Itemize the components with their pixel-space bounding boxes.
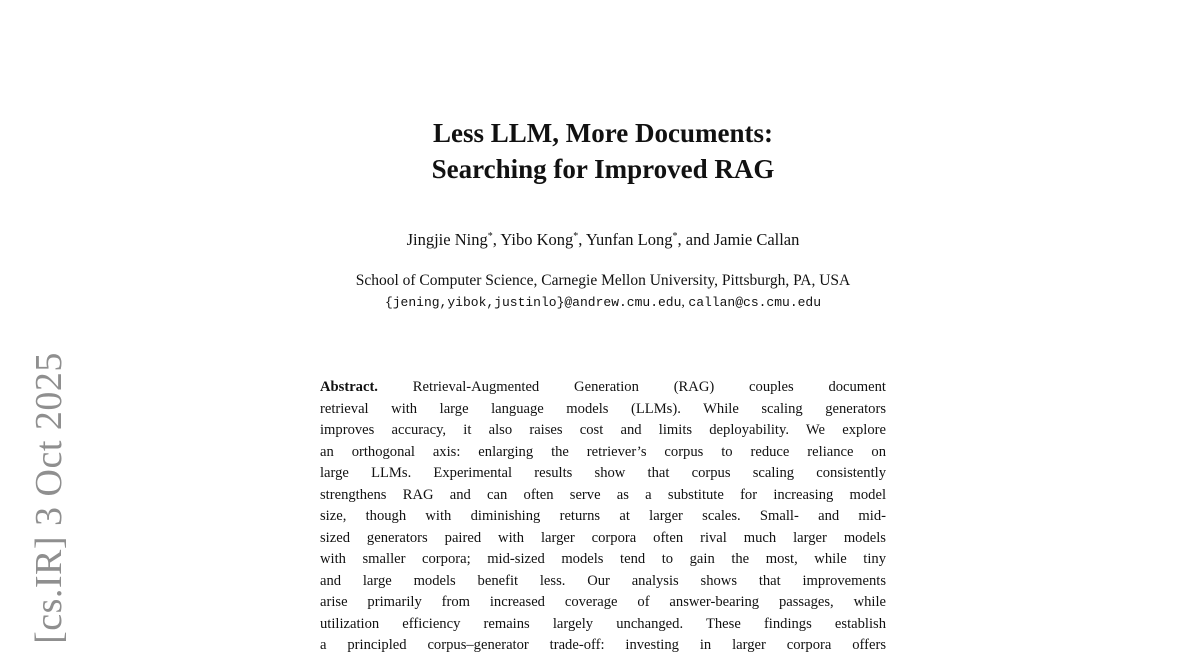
paper-title — [0, 115, 1200, 187]
abstract-line-text: Retrieval-Augmented Generation (RAG) couples document — [412, 379, 886, 395]
abstract-line: strengthens RAG and can often serve as a substitute for increasing model — [320, 486, 886, 503]
abstract-line: an orthogonal axis: enlarging the retriever’s corpus to reduce reliance on — [320, 443, 886, 460]
author-name: Yunfan Long — [585, 230, 673, 249]
affiliation: School of Computer Science, Carnegie Mellon University, Pittsburgh, PA, USA — [355, 272, 851, 289]
title-line: Less LLM, More Documents: — [433, 118, 773, 148]
abstract-line: improves accuracy, it also raises cost and limits deployability. We explore — [320, 422, 886, 438]
equal-contribution-mark: * — [573, 231, 579, 242]
abstract-line: a principled corpus–generator trade-off: investing in larger corpora offers — [320, 637, 886, 653]
arxiv-stamp: [cs.IR] 3 Oct 2025 — [28, 352, 70, 644]
abstract-line: utilization efficiency remains largely unchanged. These findings establish — [320, 615, 886, 632]
email-address: callan@cs.cmu.edu — [688, 295, 822, 310]
author-separator: , — [578, 230, 586, 249]
email-address: {jening,yibok,justinlo}@andrew.cmu.edu — [384, 295, 682, 310]
abstract-line: large LLMs. Experimental results show that corpus scaling consistently — [320, 465, 886, 481]
author-name: Jamie Callan — [713, 230, 800, 249]
abstract-line: and large models benefit less. Our analysis shows that improvements — [320, 572, 886, 589]
author-name: Yibo Kong — [500, 230, 574, 249]
email-separator: , — [681, 295, 689, 310]
author-list — [0, 229, 1200, 251]
equal-contribution-mark: * — [487, 231, 493, 242]
author-separator: , — [492, 230, 501, 249]
abstract-line: retrieval with large language models (LLMs). While scaling generators — [320, 400, 886, 417]
abstract-line: size, though with diminishing returns at larger scales. Small- and mid- — [320, 508, 886, 524]
equal-contribution-mark: * — [672, 231, 678, 242]
author-name: Jingjie Ning — [406, 230, 488, 249]
abstract — [320, 377, 886, 657]
abstract-line: sized generators paired with larger corpora often rival much larger models — [320, 529, 886, 546]
abstract-line: with smaller corpora; mid-sized models tend to gain the most, while tiny — [320, 551, 886, 567]
abstract-line: arise primarily from increased coverage of answer-bearing passages, while — [320, 594, 886, 610]
abstract-line — [320, 377, 886, 399]
abstract-label: Abstract. — [320, 379, 378, 395]
title-line: Searching for Improved RAG — [431, 154, 775, 184]
author-emails — [0, 294, 1200, 312]
author-separator: , and — [677, 230, 714, 249]
